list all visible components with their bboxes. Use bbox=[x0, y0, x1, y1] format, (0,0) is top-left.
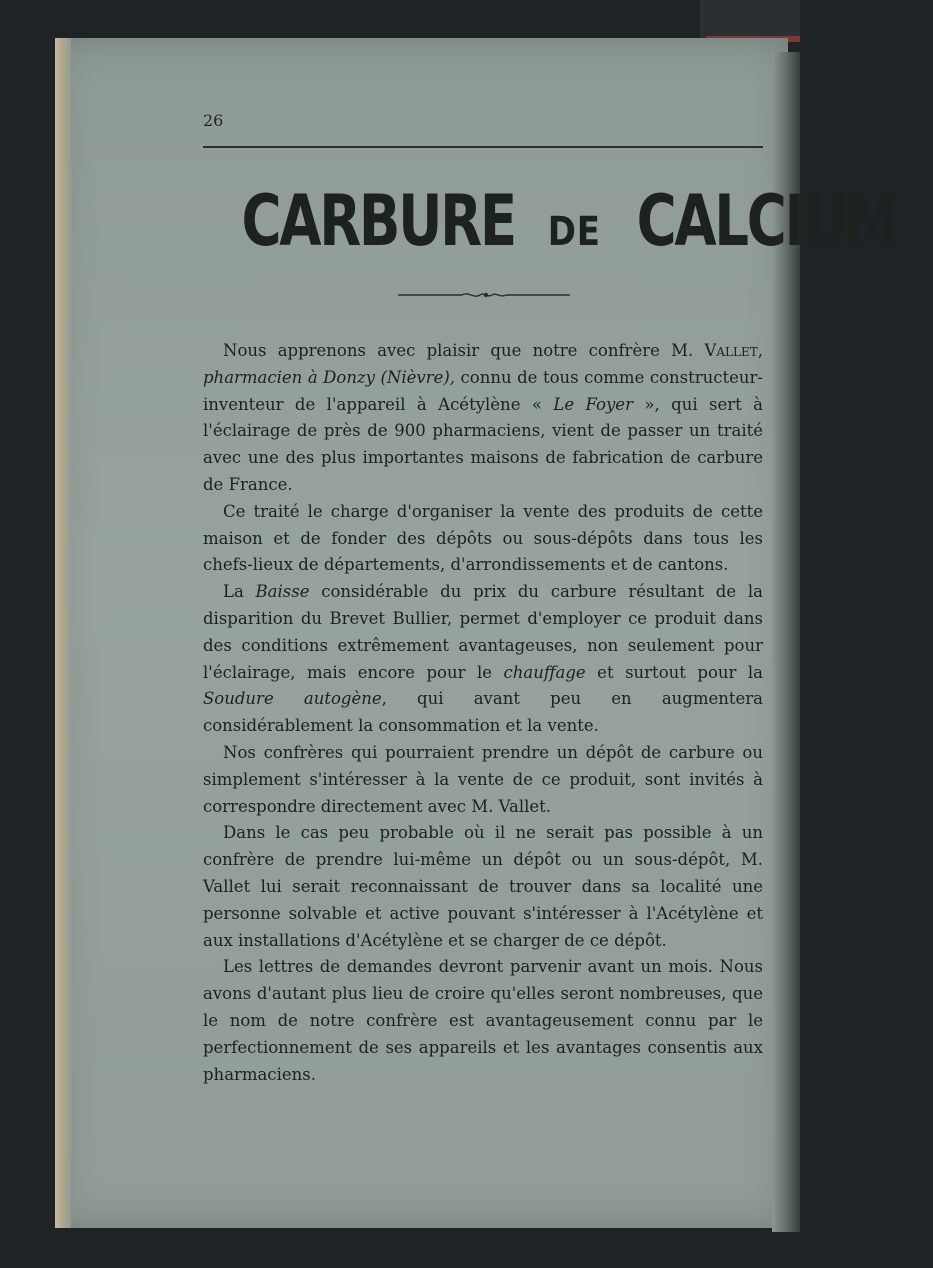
header-rule bbox=[203, 146, 763, 148]
paragraph-3: La Baisse considérable du prix du carbure résultant de la disparition du Brevet Bullier, permet d'employer ce produit dans des conditions extrêmement avantageuses, non seulement pour l'éclairage, mais encore pour le chauffage et surtout pour la Soudure autogène, qui avant peu en augmentera considérablement la consommation et la vente. bbox=[203, 582, 764, 736]
title-word-calcium: CALCIUM bbox=[636, 180, 897, 262]
page-number: 26 bbox=[203, 111, 224, 130]
paragraph-1: Nous apprenons avec plaisir que notre confrère M. Vallet, pharmacien à Donzy (Nièvre), connu de tous comme constructeur-inventeur de l'appareil à Acétylène « Le Foyer », qui sert à l'éclairage de près de 900 pharmaciens, vient de passer un traité avec une des plus importantes maisons de fabrication de carbure de France. bbox=[203, 341, 764, 494]
paragraph-4: Nos confrères qui pourraient prendre un dépôt de carbure ou simplement s'intéresser à la vente de ce produit, sont invités à correspondre directement avec M. Vallet. bbox=[203, 742, 763, 816]
title-word-de: DE bbox=[548, 209, 602, 255]
title-word-carbure: CARBURE bbox=[241, 180, 515, 262]
paragraph-2: Ce traité le charge d'organiser la vente des produits de cette maison et de fonder des dépôts ou sous-dépôts dans tous les chefs-lieux de départements, d'arrondissements et de cantons. bbox=[203, 501, 763, 575]
page-left-edge bbox=[55, 38, 71, 1228]
title-ornament bbox=[398, 290, 570, 300]
paragraph-6: Les lettres de demandes devront parvenir avant un mois. Nous avons d'autant plus lieu de croire qu'elles seront nombreuses, que le nom de notre confrère est avantageusement connu par le perfectionnement de ses appareils et les avantages consentis aux pharmaciens. bbox=[203, 957, 763, 1084]
name-vallet: Vallet bbox=[704, 341, 758, 360]
page-title bbox=[203, 180, 897, 262]
article-body bbox=[203, 338, 763, 1088]
paragraph-5: Dans le cas peu probable où il ne serait pas possible à un confrère de prendre lui-même un dépôt ou un sous-dépôt, M. Vallet lui serait reconnaissant de trouver dans sa localité une personne solvable et active pouvant s'intéresser à l'Acétylène et aux installations d'Acétylène et se charger de ce dépôt. bbox=[203, 823, 763, 950]
